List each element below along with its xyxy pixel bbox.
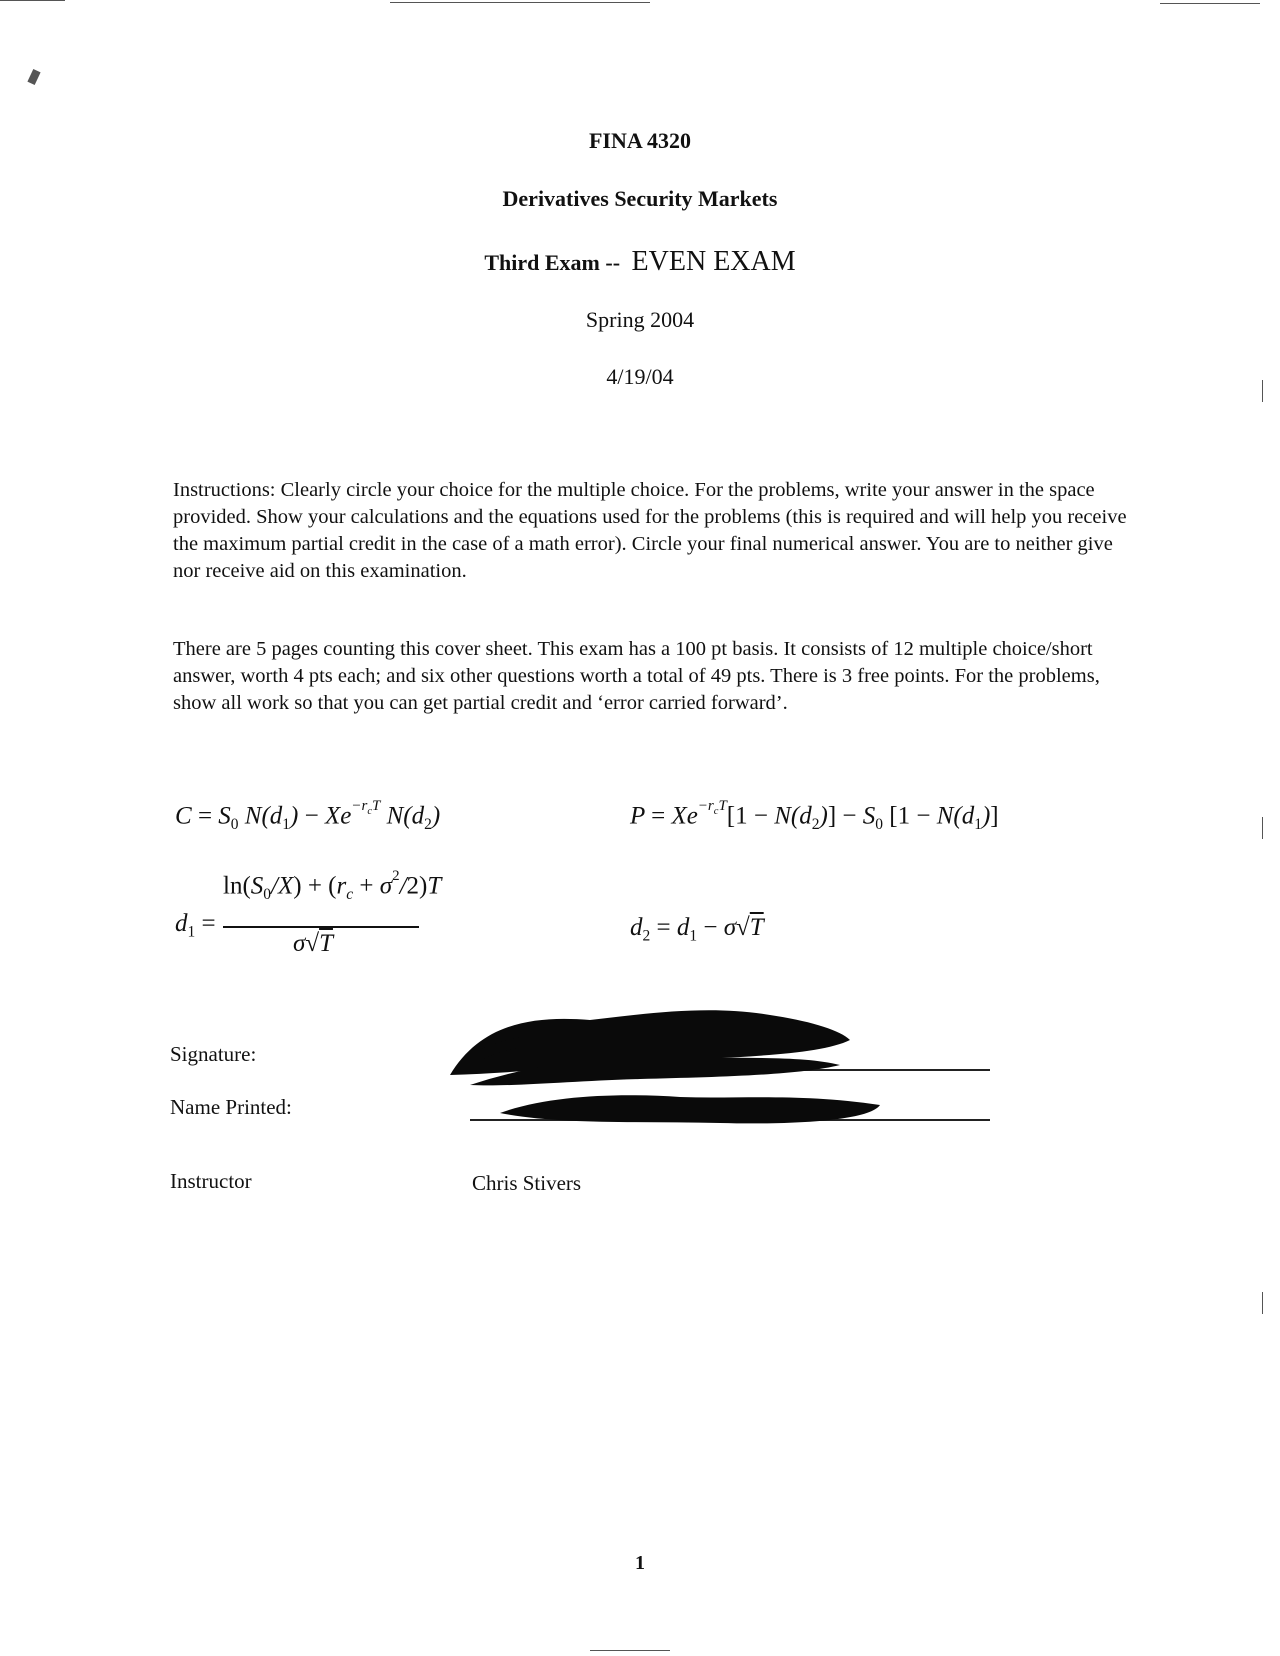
exam-title — [0, 246, 1280, 278]
name-printed-label: Name Printed: — [170, 1095, 292, 1119]
scan-edge-top — [390, 2, 650, 3]
instructor-label: Instructor — [170, 1169, 252, 1193]
course-code: FINA 4320 — [588, 128, 692, 153]
exam-info-paragraph: There are 5 pages counting this cover sheet. This exam has a 100 pt basis. It consists of 12 multiple choice/short answer, worth 4 pts each; and six other questions worth a total of 49 pts. There is 3 free points. For the problems, show all work so that you can get partial credit and ‘error carried forward’. — [173, 638, 1100, 714]
instructor-name: Chris Stivers — [472, 1171, 582, 1195]
scan-edge-right-3 — [1262, 1292, 1263, 1314]
exam-title-variant: EVEN EXAM — [631, 246, 796, 277]
course-name: Derivatives Security Markets — [502, 186, 778, 211]
signature-label: Signature: — [170, 1042, 257, 1066]
instructions-paragraph: Instructions: Clearly circle your choice for the multiple choice. For the problems, write your answer in the space provided. Show your calculations and the equations used for the problems (this is required and will help you receive the maximum partial credit in the case of a math error). Circle your final numerical answer. You are to neither give nor receive aid on this examination. — [173, 479, 1127, 582]
d1-formula: $d_1$ = $\ln(S_0/X) + (r_c + \sigma^2/2)T$ σ√T — [175, 868, 442, 957]
exam-title-prefix: Third Exam -- — [484, 250, 621, 275]
exam-term: Spring 2004 — [585, 307, 695, 332]
scan-edge-top-left — [0, 0, 65, 1]
redacted-signature-scribble — [440, 995, 960, 1135]
scan-edge-right-2 — [1262, 817, 1263, 839]
put-price-formula: $P = Xe^{-r_cT}[1 - N(d_2)] - S_0$ $[1 - N(d_1)]$ — [630, 798, 999, 833]
page-number: 1 — [635, 1552, 645, 1574]
scan-edge-bottom — [590, 1650, 670, 1651]
call-price-formula: $C = S_0$ $N(d_1) - Xe^{-r_cT}$ $N(d_2)$ — [175, 798, 441, 833]
scan-speck-tick — [27, 69, 40, 85]
exam-date: 4/19/04 — [606, 364, 674, 389]
scan-edge-top-right — [1160, 3, 1260, 4]
d2-formula: $d_2 = d_1 - \sigma√T$ — [630, 914, 764, 945]
